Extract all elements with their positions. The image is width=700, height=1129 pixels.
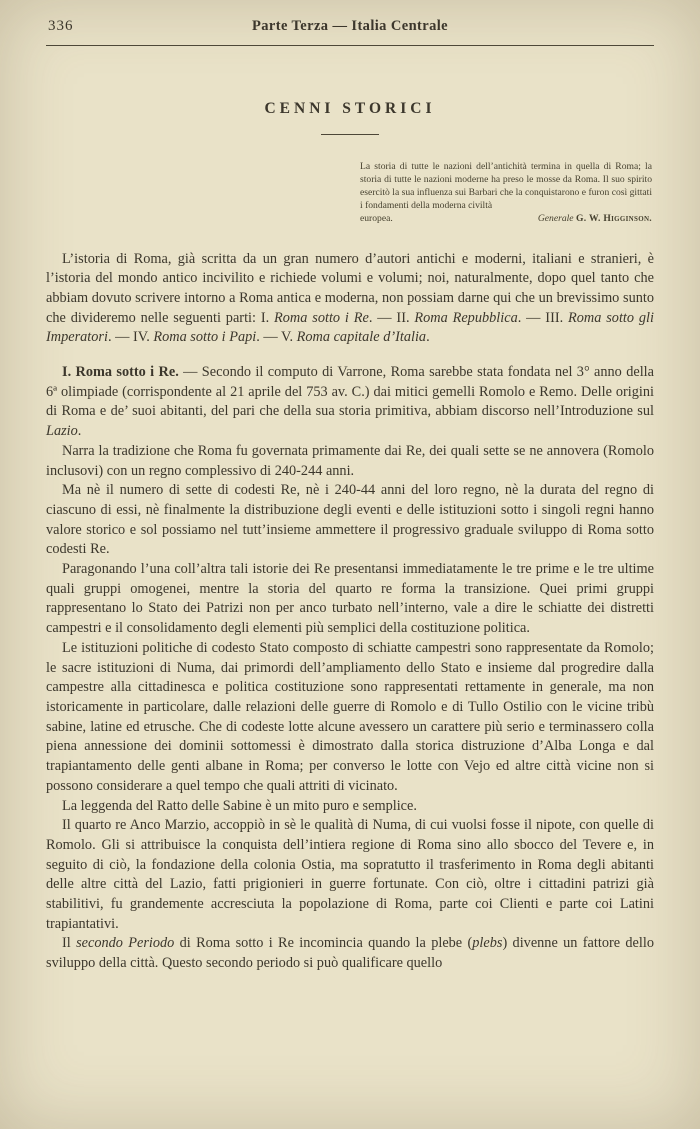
text-run: Narra la tradizione che Roma fu governata primamente dai Re, dei quali sette se ne annovera (Romolo inclusovi) con un regno complessivo di 240-244 anni. xyxy=(46,442,654,479)
text-run: plebs xyxy=(472,935,503,952)
paragraph xyxy=(46,639,654,797)
text-run: Roma Repubblica xyxy=(414,309,518,326)
text-run: Il xyxy=(62,935,77,952)
text-run: Lazio xyxy=(46,423,78,440)
text-run: secondo Periodo xyxy=(76,935,175,952)
page-number: 336 xyxy=(48,18,74,34)
paragraph xyxy=(46,934,654,973)
epigraph-attribution xyxy=(538,213,652,226)
text-run: ) divenne un fattore dello sviluppo della città. Questo secondo periodo si può qualificare quello xyxy=(46,935,655,972)
text-run: La leggenda del Ratto delle Sabine è un mito puro e semplice. xyxy=(62,797,417,814)
paragraph xyxy=(46,363,654,442)
epigraph-text-end: europea. xyxy=(360,212,393,224)
paragraph xyxy=(46,797,654,817)
section-title: CENNI STORICI xyxy=(264,100,436,117)
body-text xyxy=(46,250,654,974)
text-run: . — V. xyxy=(256,329,297,346)
paragraph xyxy=(46,481,654,560)
text-run: . — IV. xyxy=(107,329,154,346)
text-run: . — III. xyxy=(517,309,569,326)
text-run: — Secondo il computo di Varrone, Roma sarebbe stata fondata nel 3° anno della 6ª olimpiade (corrispondente al 21 aprile del 753 av. C.) dai mitici gemelli Romolo e Remo. Delle origini di Roma e de’ suoi abitanti, del pari che della sua storia primitiva, abbiam discorso nell’Introduzione sul xyxy=(46,364,654,420)
text-run: I. Roma sotto i Re. xyxy=(62,364,179,381)
text-run: L’istoria di Roma, già scritta da un gran numero d’autori antichi e moderni, italiani e stranieri, è l’istoria del mondo antico incivilito e richiede volumi e volumi; noi, naturalmente, dopo quel tanto che abbiam dovuto scrivere intorno a Roma antica e moderna, non possiam darne qui che un brevissimo sunto che divideremo nelle seguenti parti: I. xyxy=(46,250,654,326)
text-run: . xyxy=(77,423,82,440)
epigraph-last-line xyxy=(360,213,652,226)
page-header xyxy=(46,18,654,40)
epigraph-text: La storia di tutte le nazioni dell’antichità termina in quella di Roma; la storia di tutte le nazioni moderne ha preso le mosse da Roma. Il suo spirito esercitò la sua influenza sui Barbari che la conquistarono e furon così gittati i fondamenti della moderna civiltà xyxy=(360,161,652,211)
epigraph xyxy=(360,161,652,226)
text-run: Roma sotto gli Imperatori xyxy=(46,309,654,346)
title-divider xyxy=(321,134,379,135)
attribution-role: Generale xyxy=(537,212,574,224)
text-run: di Roma sotto i Re incomincia quando la plebe ( xyxy=(174,935,473,952)
text-run: Paragonando l’una coll’altra tali istorie dei Re presentansi immediatamente le tre prime e le tre ultime quali gruppi omogenei, mentre la storia del quarto re forma la transizione. Quei primi gruppi rappresentano lo Stato dei Patrizi non per anco turbato nell’interno, vale a dire le schiatte dei distretti campestri e il consolidamento degli elementi più semplici della costituzione politica. xyxy=(46,561,654,637)
text-run: Roma sotto i Papi xyxy=(153,329,257,346)
paragraph xyxy=(46,250,654,349)
text-run: Ma nè il numero di sette di codesti Re, nè i 240-44 anni del loro regno, nè la durata del regno di ciascuno di essi, nè finalmente la distribuzione degli eventi e delle istituzioni sotto i singoli regni hanno valore storico e sol possiamo nel tutt’insieme ammettere il progressivo graduale sviluppo di Roma sotto codesti Re. xyxy=(46,482,654,558)
text-run: Roma capitale d’Italia xyxy=(296,329,427,346)
text-run: . xyxy=(426,329,430,346)
header-rule xyxy=(46,45,654,46)
text-run: Il quarto re Anco Marzio, accoppiò in sè le qualità di Numa, di cui vuolsi fosse il nipote, con quelle di Romolo. Gli si attribuisce la conquista dell’intiera regione di Roma sino allo sbocco del Tevere e, in seguito di ciò, la fondazione della colonia Ostia, ma sopratutto il trasferimento in Roma degli abitanti delle altre città del Lazio, fatti prigionieri in guerre fortunate. Con ciò, oltre i cittadini patrizi già stabilitivi, fu grandemente accresciuta la popolazione di Roma, parte coi Clienti e parte coi Latini trapiantativi. xyxy=(46,817,654,932)
paragraph xyxy=(46,442,654,481)
paragraph xyxy=(46,560,654,639)
text-run: Le istituzioni politiche di codesto Stato composto di schiatte campestri sono rappresentate da Romolo; le sacre istituzioni di Numa, dai primordi dell’ampliamento dello Stato e insieme dal progredire dalla campestre alla cittadinesca e politica costituzione sono rappresentati rettamente in generale, ma non istoricamente in particolare, dalle relazioni delle guerre di Romolo e di Tullo Ostilio con le vicine tribù sabine, latine ed etrusche. Che di codeste lotte alcune avessero un carattere più serio e terminassero colla piena annessione dei dominii sottomessi è dimostrato dalla storica distruzione d’Alba Longa e dal trapiantamento delle genti albane in Roma; per converso le lotte con Vejo ed altre città vicine non si possono considerare a quel tempo che quali attriti di vicinato. xyxy=(46,639,654,794)
attribution-name: G. W. Higginson. xyxy=(575,212,652,224)
text-run: Roma sotto i Re xyxy=(274,309,369,326)
running-title: Parte Terza — Italia Centrale xyxy=(251,18,449,34)
text-run: . — II. xyxy=(368,309,415,326)
paragraph xyxy=(46,816,654,934)
